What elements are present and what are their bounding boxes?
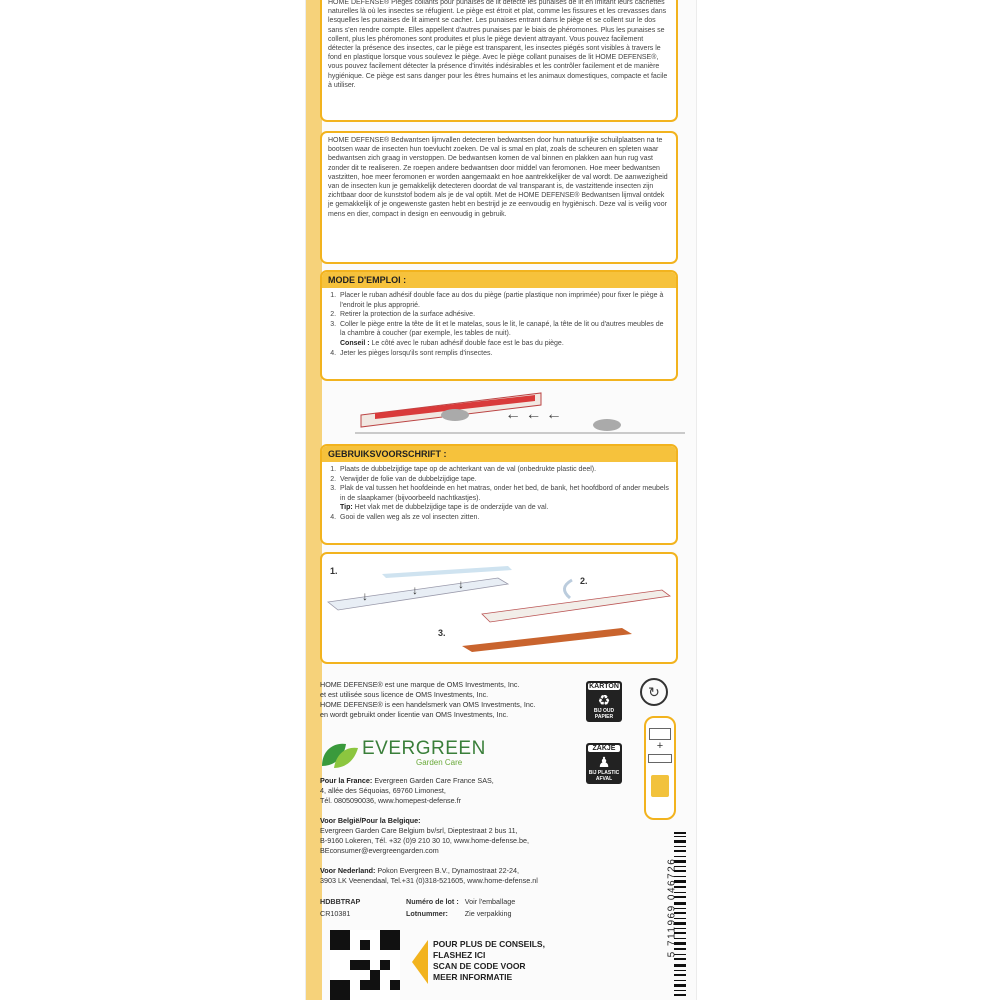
mode-emploi-box	[320, 270, 678, 381]
gebruik-step: 2. Verwijder de folie van de dubbelzijdige tape.	[338, 475, 670, 485]
person-bin-icon: ♟	[597, 754, 611, 770]
nl-description: HOME DEFENSE® Bedwantsen lijmvallen detecteren bedwantsen door hun natuurlijke schuilplaatsen na te bootsen waar de insecten hun toevlucht zoeken. De val is smal en plat, zoals de scheuren en spleten waar bedwantsen zich graag in verstoppen. De bedwantsen komen de val binnen en plakken aan hun rug vast zonder dit te realiseren. Ze roepen andere bedwantsen door middel van feromonen. Hoe meer bedwantsen vastzitten, hoe meer feromonen er worden aangemaakt en hoe aantrekkelijker de val wordt. De aanwezigheid van de insecten kun je gemakkelijk detecteren doordat de val transparant is, de vastzittende insecten zijn zichtbaar door de kunststof bodem als je de val optilt. Met de HOME DEFENSE® Bedwantsen lijmval ontdek je gemakkelijk of je ongewenste gasten hebt en bestrijd je ze eenvoudig en hygiënisch. Deze val is veilig voor mens en dier, compact in design en eenvoudig in gebruik.	[328, 137, 668, 218]
gebruik-steps-2	[322, 513, 676, 526]
mode-step: 2. Retirer la protection de la surface adhésive.	[338, 310, 670, 320]
brand-sub: Garden Care	[416, 758, 463, 767]
karton-label: KARTON	[589, 683, 619, 690]
step-3-label: 3.	[438, 628, 446, 638]
mode-tip: Conseil : Le côté avec le ruban adhésif double face est le bas du piège.	[340, 339, 564, 347]
gebruik-step: 1. Plaats de dubbelzijdige tape op de achterkant van de val (onbedrukte plastic deel).	[338, 465, 670, 475]
karton-badge	[586, 681, 622, 722]
steps-diagram	[322, 554, 676, 662]
brand-name: EVERGREEN	[362, 738, 486, 759]
cr-code: CR10381	[320, 909, 351, 918]
trap-step-2	[482, 590, 670, 622]
lot-value-fr: Voir l'emballage	[464, 897, 516, 906]
address-nl: Voor Nederland: Pokon Evergreen B.V., Dynamostraat 22-24, 3903 LK Veenendaal, Tel.+31 (0)318-521605, www.home-defense.nl	[320, 866, 538, 885]
scan-cta: POUR PLUS DE CONSEILS, FLASHEZ ICI SCAN DE CODE VOOR MEER INFORMATIE	[433, 939, 545, 982]
tape-step-1	[382, 566, 512, 578]
address-fr: Pour la France: Evergreen Garden Care France SAS, 4, allée des Séquoias, 69760 Limonest, Tél. 0805090036, www.homepest-defense.fr	[320, 776, 494, 805]
pointer-arrow-icon	[412, 940, 428, 984]
gebruik-box	[320, 444, 678, 545]
plus-icon: +	[656, 740, 664, 752]
trademark-text: HOME DEFENSE® est une marque de OMS Investments, Inc. et est utilisée sous licence de OMS Investments, Inc. HOME DEFENSE® is een handelsmerk van OMS Investments, Inc. en wordt gebruikt onder licentie van OMS Investments, Inc.	[320, 680, 536, 719]
product-code: HDBBTRAP	[320, 897, 361, 906]
step-1-label: 1.	[330, 566, 338, 576]
bug-icon	[593, 419, 621, 431]
mode-emploi-steps	[322, 288, 676, 342]
trap-illustration	[355, 385, 685, 440]
mode-step: 1. Placer le ruban adhésif double face au dos du piège (partie plastique non imprimée) pour fixer le piège à l'endroit le plus approprié.	[338, 291, 670, 310]
mode-step: 3. Coller le piège entre la tête de lit et le matelas, sous le lit, le canapé, la tête de lit ou d'autres meubles de la chambre à coucher (par exemple, les tables de nuit).	[338, 320, 670, 339]
gebruik-title: GEBRUIKSVOORSCHRIFT :	[322, 446, 676, 462]
barcode-number: 5 711969 046726	[666, 857, 678, 958]
karton-sub: BIJ OUD PAPIER	[593, 708, 615, 720]
down-arrow-icon: ↓	[458, 577, 464, 591]
peel-curl	[564, 580, 572, 598]
pack-icon	[649, 728, 671, 740]
gebruik-step: 3. Plak de val tussen het hoofdeinde en het matras, onder het bed, de bank, het hoofdbord of ander meubels in de slaapkamer (bijvoorbeeld nachtkastjes).	[338, 484, 670, 503]
lot-info	[320, 896, 580, 920]
trap-icon	[648, 754, 672, 763]
zakje-label: ZAKJE	[588, 745, 620, 752]
recycle-icon: ♻	[597, 692, 611, 708]
leaf-icon	[320, 736, 360, 770]
lot-label-nl: Lotnummer:	[406, 909, 448, 918]
arrow-icon: ← ← ←	[505, 406, 562, 423]
bug-icon	[441, 409, 469, 421]
evergreen-logo	[320, 736, 500, 772]
step-2-label: 2.	[580, 576, 588, 586]
down-arrow-icon: ↓	[412, 583, 418, 597]
down-arrow-icon: ↓	[362, 589, 368, 603]
gebruik-tip: Tip: Het vlak met de dubbelzijdige tape is de onderzijde van de val.	[340, 504, 549, 512]
nl-description-box	[320, 131, 678, 264]
mode-emploi-title: MODE D'EMPLOI :	[322, 272, 676, 288]
fr-description: HOME DEFENSE® Pièges collants pour punaises de lit détecte les punaises de lit en imitant leurs cachettes naturelles là où les insectes se réfugient. Le piège est étroit et plat, comme les fissures et les crevasses dans lesquelles les punaises de lit aiment se cacher. Les punaises entrant dans le piège et se collent sur le dos sans s'en rendre compte. Elles appellent d'autres punaises par le biais de phéromones. Plus les punaises se collent, plus les phéromones sont produites et plus le piège devient attrayant. Vous pouvez facilement détecter la présence des insectes, car le piège est transparent, les insectes piégés sont visibles à travers le fond en plastique lorsque vous soulevez le piège. Avec le piège collant punaises de lit HOME DEFENSE®, vous pouvez facilement détecter la présence d'invités indésirables et les contrôler facilement et de manière hygiénique. Ce piège est sans danger pour les êtres humains et les animaux domestiques, compacte et facile à utiliser.	[328, 0, 668, 89]
address-be: Voor België/Pour la Belgique: Evergreen Garden Care Belgium bv/srl, Dieptestraat 2 bus 11, B-9160 Lokeren, Tél. +32 (0)9 210 30 10, www.home-defense.be, BEconsumer@evergreengarden.com	[320, 816, 530, 855]
gebruik-steps	[322, 462, 676, 506]
lot-value-nl: Zie verpakking	[464, 909, 512, 918]
fr-description-box	[320, 0, 678, 122]
lot-label-fr: Numéro de lot :	[406, 897, 459, 906]
trap-step-1	[328, 578, 508, 610]
zakje-sub: BIJ PLASTIC AFVAL	[588, 770, 620, 782]
sorting-panel	[644, 716, 676, 820]
diagram-box	[320, 552, 678, 664]
zakje-badge	[586, 743, 622, 784]
bin-icon	[651, 775, 669, 797]
triman-icon: ↻	[640, 678, 668, 706]
gebruik-step: 4. Gooi de vallen weg als ze vol insecten zitten.	[338, 513, 670, 523]
trap-step-3	[462, 628, 632, 652]
qr-code-icon	[330, 930, 400, 1000]
mode-step: 4. Jeter les pièges lorsqu'ils sont remplis d'insectes.	[338, 349, 670, 359]
mode-emploi-steps-2	[322, 349, 676, 362]
